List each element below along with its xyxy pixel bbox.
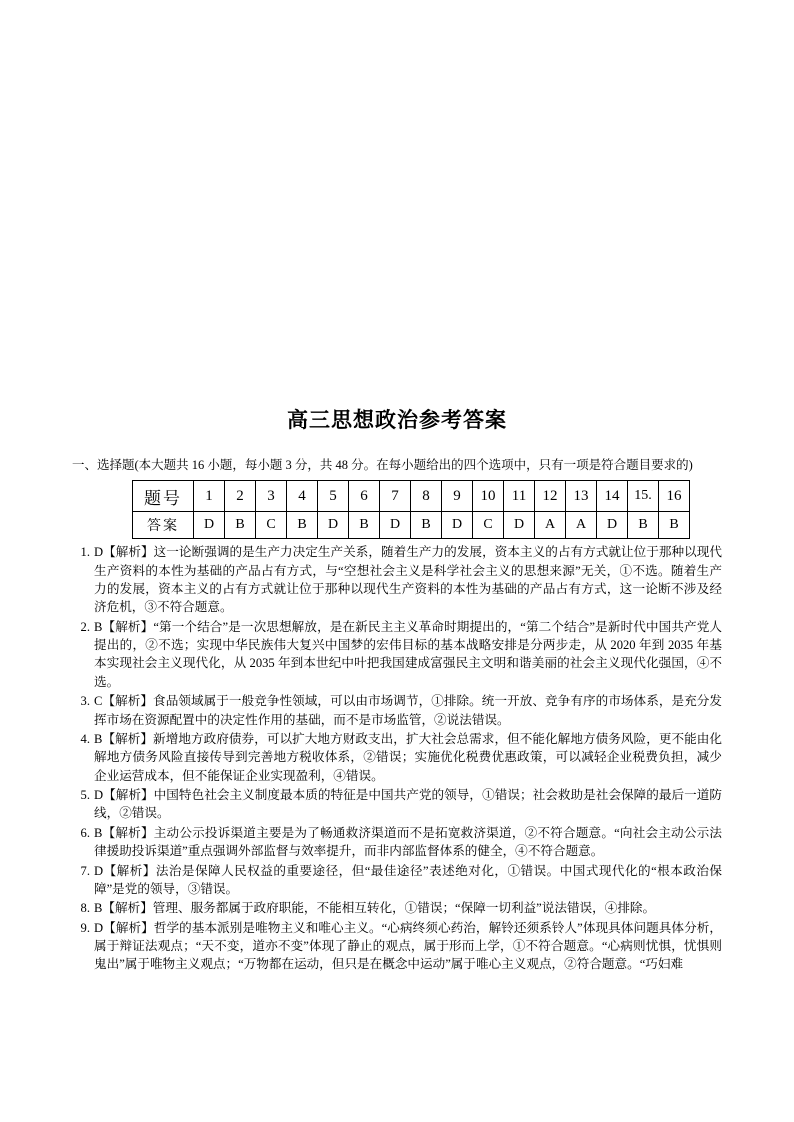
- answer-key-table: [132, 480, 690, 539]
- answer-cell: C: [256, 512, 287, 539]
- answer-cell: B: [225, 512, 256, 539]
- answer-cell: D: [194, 512, 225, 539]
- answer-cell: D: [504, 512, 535, 539]
- answer-cell: D: [442, 512, 473, 539]
- answer-cell: C: [473, 512, 504, 539]
- question-number-cell: 8: [411, 481, 442, 512]
- answer-cell: B: [287, 512, 318, 539]
- answer-table-wrapper: [72, 480, 722, 539]
- list-item: [72, 730, 722, 785]
- answer-cell: B: [628, 512, 659, 539]
- explanation-answer: D: [94, 920, 104, 935]
- question-number-cell: 12: [535, 481, 566, 512]
- row-label-answer: 答案: [133, 512, 194, 539]
- question-number-cell: 16: [659, 481, 690, 512]
- explanation-answer: B: [94, 825, 103, 840]
- question-number-cell: 3: [256, 481, 287, 512]
- explanation-text: 哲学的基本派别是唯物主义和唯心主义。“心病终须心药治，解铃还须系铃人”体现具体问题具体分析，属于辩证法观点；“天不变，道亦不变”体现了静止的观点，属于形而上学，①不符合题意。“心病则忧惧，忧惧则鬼出”属于唯物主义观点；“万物都在运动，但只是在概念中运动”属于唯心主义观点，②符合题意。“巧妇难: [94, 920, 722, 972]
- list-item: [72, 786, 722, 823]
- explanation-list: [72, 543, 722, 974]
- table-row-numbers: [133, 481, 690, 512]
- question-number-cell: 14: [597, 481, 628, 512]
- explanation-label: 【解析】: [102, 618, 154, 634]
- explanation-label: 【解析】: [102, 730, 154, 746]
- question-number-cell: 5: [318, 481, 349, 512]
- answer-cell: B: [411, 512, 442, 539]
- explanation-answer: B: [94, 619, 103, 634]
- answer-cell: B: [349, 512, 380, 539]
- answer-cell: D: [318, 512, 349, 539]
- explanation-text: 中国特色社会主义制度最本质的特征是中国共产党的领导，①错误；社会救助是社会保障的最后一道防线，②错误。: [94, 788, 723, 821]
- explanation-label: 【解析】: [103, 787, 154, 802]
- section-heading: 一、选择题(本大题共 16 小题，每小题 3 分，共 48 分。在每小题给出的四个选项中，只有一项是符合题目要求的): [72, 458, 693, 472]
- list-item: [72, 862, 722, 899]
- list-item: [72, 543, 722, 617]
- answer-cell: D: [597, 512, 628, 539]
- list-item: [72, 618, 722, 692]
- explanation-answer: B: [94, 731, 103, 746]
- explanation-label: 【解析】: [103, 544, 154, 560]
- explanation-answer: B: [94, 901, 103, 916]
- explanation-answer: D: [94, 545, 104, 560]
- list-item: [72, 919, 722, 974]
- answer-cell: A: [566, 512, 597, 539]
- explanation-label: 【解析】: [103, 919, 154, 935]
- table-row-answers: [133, 512, 690, 539]
- page-title: 高三思想政治参考答案: [287, 407, 507, 432]
- question-number-cell: 11: [504, 481, 535, 512]
- explanation-text: 法治是保障人民权益的重要途径，但“最佳途径”表述绝对化，①错误。中国式现代化的“根本政治保障”是党的领导，③错误。: [94, 863, 722, 896]
- list-item: [72, 824, 722, 861]
- question-number-cell: 15.: [628, 481, 659, 512]
- explanation-label: 【解析】: [102, 824, 154, 840]
- explanation-answer: D: [94, 863, 104, 878]
- explanation-text: 食品领域属于一般竞争性领域，可以由市场调节，①排除。统一开放、竞争有序的市场体系，是充分发挥市场在资源配置中的决定性作用的基础，而不是市场监管，②说法错误。: [94, 694, 723, 727]
- question-number-cell: 9: [442, 481, 473, 512]
- explanation-text: 这一论断强调的是生产力决定生产关系，随着生产力的发展，资本主义的占有方式就让位于那种以现代生产资料的本性为基础的产品占有方式，与“空想社会主义是科学社会主义的思想来源”无关，①不选。随着生产力的发展，资本主义的占有方式就让位于那种以现代生产资料的本性为基础的产品占有方式，这一论断不涉及经济危机，③不符合题意。: [94, 545, 723, 615]
- list-item: [72, 692, 722, 729]
- row-label-number: 题号: [133, 481, 194, 512]
- explanation-answer: D: [94, 788, 104, 802]
- answer-cell: A: [535, 512, 566, 539]
- answer-cell: D: [380, 512, 411, 539]
- question-number-cell: 7: [380, 481, 411, 512]
- answer-cell: B: [659, 512, 690, 539]
- top-blank-space: [72, 0, 722, 404]
- explanation-label: 【解析】: [102, 693, 154, 709]
- explanation-text: 主动公示投诉渠道主要是为了畅通救济渠道而不是拓宽救济渠道，②不符合题意。“向社会主动公示法律援助投诉渠道”重点强调外部监督与效率提升，而非内部监督体系的健全，④不符合题意。: [94, 825, 723, 859]
- explanation-text: 管理、服务都属于政府职能，不能相互转化，①错误；“保障一切利益”说法错误，④排除。: [152, 901, 656, 916]
- list-item: [72, 899, 722, 917]
- question-number-cell: 10: [473, 481, 504, 512]
- question-number-cell: 6: [349, 481, 380, 512]
- question-number-cell: 2: [225, 481, 256, 512]
- explanation-text: 新增地方政府债券，可以扩大地方财政支出，扩大社会总需求，但不能化解地方债务风险，更不能由化解地方债务风险直接传导到完善地方税收体系，②错误；实施优化税费优惠政策，可以减轻企业税费负担，减少企业运营成本，但不能保证企业实现盈利，④错误。: [94, 731, 723, 783]
- question-number-cell: 4: [287, 481, 318, 512]
- question-number-cell: 13: [566, 481, 597, 512]
- explanation-label: 【解析】: [102, 900, 153, 916]
- explanation-label: 【解析】: [103, 862, 156, 878]
- explanation-text: “第一个结合”是一次思想解放，是在新民主主义革命时期提出的，“第二个结合”是新时代中国共产党人提出的，②不选；实现中华民族伟大复兴中国梦的宏伟目标的基本战略安排是分两步走，从 2020 年到 2035 年基本实现社会主义现代化，从 2035 年到本世纪中叶把我国建成富强民主文明和谐美丽的社会主义现代化强国，④不选。: [94, 619, 723, 689]
- question-number-cell: 1: [194, 481, 225, 512]
- explanation-answer: C: [94, 694, 103, 709]
